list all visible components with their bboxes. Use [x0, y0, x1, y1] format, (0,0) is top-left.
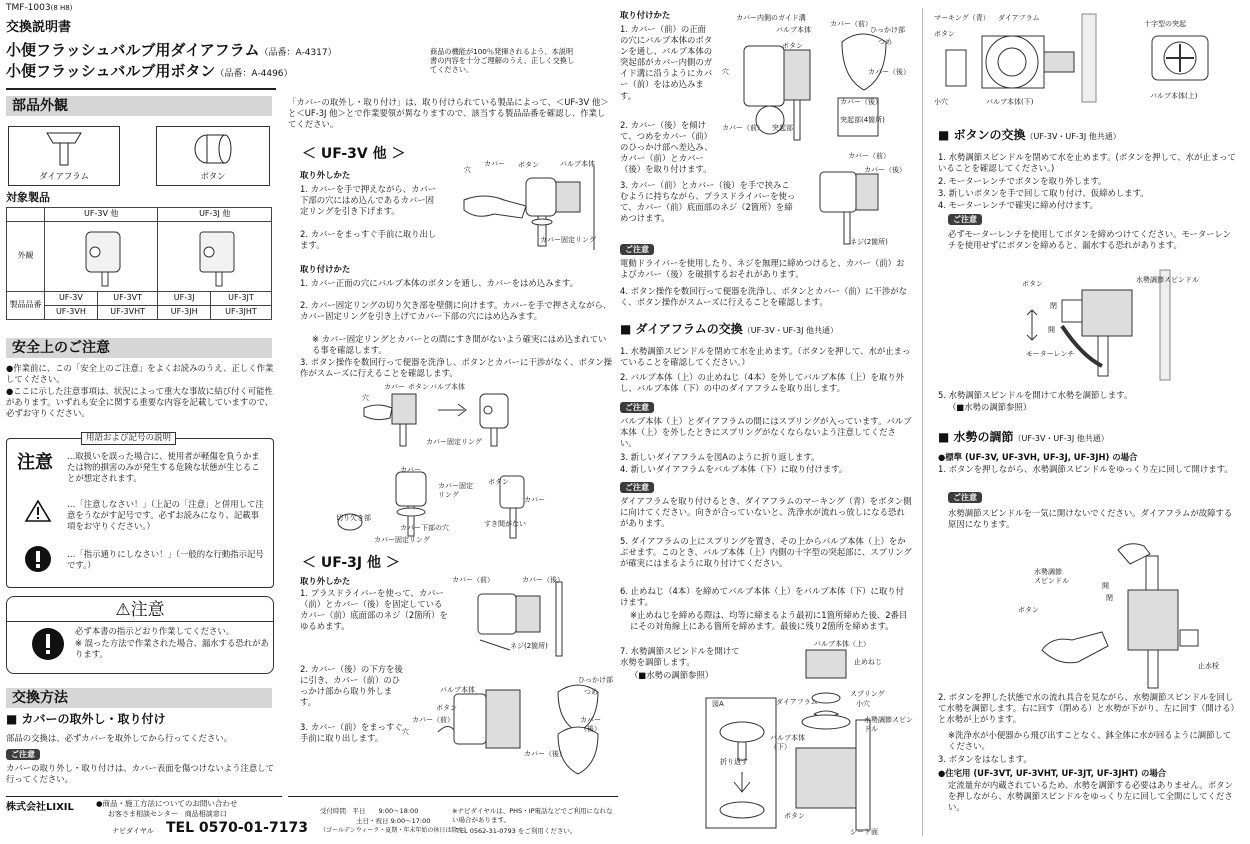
- caution-tag-wrap: [620, 244, 654, 255]
- uf3v-image: [45, 222, 158, 292]
- flow-step-2-note: ※洗浄水が小便器から飛び出すことなく、鉢全体に水が回るように調節してください。: [948, 730, 1232, 752]
- lbl-claw: つめ: [584, 688, 598, 696]
- lbl-button: ボタン: [518, 161, 539, 169]
- lbl-back: カバー（後）: [868, 68, 910, 76]
- method-heading: 交換方法: [6, 688, 272, 708]
- lbl-spring: スプリング: [850, 690, 885, 698]
- flow-step-1: 1. ボタンを押しながら、水勢調節スピンドルをゆっくり左に回して開けます。: [938, 464, 1233, 474]
- lbl-open: 開: [1048, 326, 1055, 334]
- model-cell: UF-3VT: [97, 292, 158, 306]
- lbl-figA: 図A: [712, 700, 724, 708]
- mandatory-circle-icon: [24, 545, 52, 573]
- navi-dial: ナビダイヤル: [112, 827, 154, 835]
- diaphragm-label: ダイアフラム: [39, 171, 89, 181]
- cover-caution-tag: [6, 749, 40, 760]
- safety-bullet-2: ●ここに示した注意事項は、状況によって重大な事故に結び付く可能性があります。いずれも安全に関する重要な内容を記載していますので、必ずお守りください。: [6, 386, 274, 419]
- button-box: [156, 126, 270, 186]
- uf3v-heading: ＜ UF-3V 他 ＞: [302, 146, 406, 162]
- lbl-valve: バルブ本体: [560, 160, 595, 168]
- btn-heading: ■ ボタンの交換（UF-3V・UF-3J 他共通）: [938, 128, 1121, 142]
- lbl-back: カバー（後）: [840, 98, 882, 106]
- dia-step-6: 6. 止めねじ（4本）を締めてバルブ本体（上）をバルブ本体（下）に取り付けます。: [620, 586, 904, 608]
- caution-box-title: ⚠注意: [115, 600, 165, 620]
- lbl-button: ボタン: [1018, 606, 1039, 614]
- button-wrench-illustration: [1022, 270, 1182, 380]
- lbl-valve: バルブ本体: [776, 26, 811, 34]
- lbl-cross: 十字型の突起: [1144, 20, 1186, 28]
- flow-caution: 水勢調節スピンドルを一気に開けないでください。ダイアフラムが故障する原因になります。: [948, 508, 1233, 530]
- lbl-vdown: バルブ本体(下): [986, 98, 1034, 106]
- model-cell: UF-3VHT: [97, 306, 158, 320]
- remove-heading: 取り外しかた: [300, 170, 351, 180]
- dia-caution-1: バルブ本体（上）とダイアフラムの間にはスプリングが入っています。バルブ本体（上）を外したときにスプリングがなくならないよう注意してください。: [620, 416, 912, 449]
- diaphragm-box: [8, 126, 120, 186]
- uf3v-remove-2: 2. カバーをまっすぐ手前に取り出します。: [300, 229, 437, 251]
- lbl-hole: 穴: [722, 68, 729, 76]
- btn-caution: 必ずモーターレンチを使用してボタンを締めつけてください。モーターレンチを使用せずにボタンを締めると、漏水する恐れがあります。: [948, 229, 1231, 251]
- caution-tag: ご注意: [620, 402, 654, 413]
- uf3j-remove-2: 2. カバー（後）の下方を後に引き、カバー（前）のひっかけ部から取り外します。: [300, 664, 403, 708]
- lbl-button: ボタン: [408, 383, 429, 391]
- doc-code: TMF-1003(8 H8): [6, 3, 73, 13]
- contact-center: お客さま相談センター 商品相談窓口: [108, 810, 227, 818]
- parts-heading: 部品外観: [6, 96, 272, 116]
- model-cell: UF-3VH: [45, 306, 98, 320]
- lbl-spindle: 水勢調節スピンドル: [864, 716, 913, 734]
- caution-box: [6, 596, 274, 674]
- uf3j-attach-4: 4. ボタン操作を数回行って便器を洗浄し、ボタンとカバー（前）に干渉がなく、ボタン操作がスムーズに行えることを確認します。: [620, 286, 908, 308]
- uf3j-heading: ＜ UF-3J 他 ＞: [302, 555, 400, 571]
- dia-step-1: 1. 水勢調節スピンドルを閉めて水を止めます。（ボタンを押して、水が止まっていることを確認してください。）: [620, 346, 911, 368]
- valve-top-illustration: [942, 14, 1102, 102]
- column-divider: [922, 8, 923, 836]
- cover-intro-2: 「カバーの取外し・取り付け」は、取り付けられている製品によって、＜UF-3V 他＞と＜UF-3J 他＞とで作業要領が異なりますので、該当する製品品番を確認し、作業してください。: [288, 97, 609, 130]
- company-name: 株式会社LIXIL: [6, 802, 74, 813]
- column-4: [926, 0, 1250, 844]
- lbl-button: ボタン: [1022, 280, 1043, 288]
- btn-step-5: 5. 水勢調節スピンドルを開けて水勢を調節します。: [938, 390, 1133, 400]
- lbl-valve: バルブ本体: [430, 383, 465, 391]
- dia-step-4: 4. 新しいダイアフラムをバルブ本体（下）に取り付けます。: [620, 464, 848, 474]
- caution-text-1: 必ず本書の指示どおり作業してください。: [75, 626, 235, 636]
- cover-heading: ■ カバーの取外し・取り付け: [6, 712, 166, 726]
- uf3v-attach-3: 3. ボタン操作を数回行って便器を洗浄し、ボタンとカバーに干渉がなく、ボタン操作がスムーズに行えることを確認します。: [300, 357, 612, 379]
- caution-text: 電動ドライバーを使用したり、ネジを無理に締めつけると、カバー（前）およびカバー（後）を破損するおそれがあります。: [620, 258, 905, 280]
- btn-step-5-note: （■水勢の調節参照）: [948, 402, 1032, 412]
- lbl-small: 小穴: [934, 98, 948, 106]
- column-2: [288, 0, 618, 844]
- lbl-ring: カバー固定リング: [540, 236, 596, 244]
- uf3j-remove-3: 3. カバー（前）をまっすぐ手前に取り出します。: [300, 722, 403, 744]
- caution-tag-wrap: [948, 214, 982, 225]
- lbl-wrench: モーターレンチ: [1026, 350, 1075, 358]
- footer-note-1: ※ナビダイヤルは、PHS・IP電話などでご利用になれない場合があります。: [452, 807, 613, 824]
- caution-tag: ご注意: [620, 482, 654, 493]
- dia-step-5: 5. ダイアフラムの上にスプリングを置き、その上からバルブ本体（上）をかぶせます。このとき、バルブ本体（上）内側の十字型の突起部に、スプリングが確実にはまるように取り付けてください。: [620, 536, 912, 569]
- lbl-hole: 穴: [362, 394, 369, 402]
- button-label: ボタン: [200, 171, 226, 181]
- chui-label: 注意: [17, 452, 53, 473]
- lbl-stopvalve: 止水栓: [1198, 662, 1219, 670]
- caution-text-2: ※ 誤った方法で作業された場合、漏水する恐れがあります。: [75, 638, 269, 660]
- valve-upper-illustration: [1136, 26, 1226, 92]
- cover-caution-text: カバーの取り外し・取り付けは、カバー表面を傷つけないよう注意して行ってください。: [6, 763, 274, 785]
- legend-title: 用語および記号の説明: [81, 432, 176, 445]
- lbl-front: カバー（前）: [722, 124, 764, 132]
- flow-step-3: 3. ボタンをはなします。: [938, 754, 1032, 764]
- doc-type: 交換説明書: [6, 20, 72, 35]
- attach-heading: 取り付けかた: [620, 10, 671, 20]
- flow-heading: ■ 水勢の調節（UF-3V・UF-3J 他共通）: [938, 430, 1109, 444]
- footer-rule: [6, 796, 282, 797]
- model-cell: UF-3JH: [158, 306, 210, 320]
- model-cell: UF-3V: [45, 292, 98, 306]
- btn-step-2: 2. モーターレンチでボタンを取り外します。: [938, 176, 1107, 186]
- attach-heading: 取り付けかた: [300, 264, 351, 274]
- lbl-back: カバー（後）: [522, 576, 564, 584]
- lbl-vup: バルブ本体(上): [1150, 92, 1198, 100]
- lbl-back: カバー（後）: [524, 750, 566, 758]
- title-button: 小便フラッシュバルブ用ボタン（品番：A-4496）: [6, 62, 293, 80]
- dia-heading: ■ ダイアフラムの交換（UF-3V・UF-3J 他共通）: [620, 322, 839, 336]
- lbl-button: ボタン: [782, 42, 803, 50]
- lbl-nogap: すき間がない: [484, 520, 526, 528]
- lbl-ring: カバー固定リング: [426, 438, 482, 446]
- flow-home: ●住宅用 (UF-3VT, UF-3VHT, UF-3JT, UF-3JHT) の場合: [938, 768, 1167, 778]
- contact-title: ●商品・施工方法についてのお問い合わせ: [96, 799, 238, 808]
- uf3v-attach-2: 2. カバー固定リングの切り欠き部を壁側に向けます。カバーを手で押さえながら、カバー固定リングを引き上げてカバー下部の穴にはめ込みます。: [300, 300, 612, 322]
- lbl-front: カバー（前）: [830, 20, 872, 28]
- lbl-open: 開: [1102, 582, 1109, 590]
- model-cell: UF-3JHT: [210, 306, 271, 320]
- legend-box: [6, 433, 274, 588]
- col-uf3v: UF-3V 他: [45, 208, 158, 222]
- hours-3: （ゴールデンウィーク・夏期・年末年始の休日は除く）: [320, 827, 470, 834]
- uf3v-attach-2-note: ※ カバー固定リングとカバーとの間にすき間がないよう確実にはめ込まれている事を確認します。: [312, 334, 607, 356]
- flow-standard: ●標準 (UF-3V, UF-3VH, UF-3J, UF-3JH) の場合: [938, 452, 1138, 462]
- lbl-screw: ネジ(2箇所): [510, 642, 548, 650]
- lbl-lower-hole: カバー下部の穴: [400, 524, 449, 532]
- warning-triangle-icon: [25, 499, 51, 523]
- lbl-close: 閉: [1050, 302, 1057, 310]
- uf3j-screw-attach-illustration: [800, 150, 910, 246]
- btn-step-1: 1. 水勢調節スピンドルを閉めて水を止めます。(ボタンを押して、水が止まっていることを確認してください。): [938, 152, 1236, 174]
- flow-step-2: 2. ボタンを押した状態で水の流れ具合を見ながら、水勢調節スピンドルを回して水勢を調節します。右に回す（閉める）と水勢が下がり、左に回す（開ける）と水勢が上がります。: [938, 692, 1235, 725]
- flow-home-text: 定流量弁が内蔵されているため、水勢を調節する必要はありません。ボタンを押しながら、水勢調節スピンドルをゆっくり左に回して全開にしてください。: [948, 780, 1233, 813]
- dia-step-7-note: （■水勢の調節参照）: [630, 670, 714, 680]
- btn-step-3: 3. 新しいボタンを手で回して取り付け、仮締めします。: [938, 188, 1149, 198]
- tel-number: TEL 0570-01-7173: [166, 820, 308, 836]
- lbl-cover: カバー: [400, 466, 421, 474]
- caution-tag: ご注意: [948, 214, 982, 225]
- safety-bullet-1: ●作業前に、この「安全上のご注意」をよくお読みのうえ、正しく作業してください。: [6, 363, 274, 385]
- lbl-cover: カバー: [384, 383, 405, 391]
- lbl-seat: シート面: [850, 828, 878, 836]
- hours-2: 土日・祝日 9:00〜17:00: [356, 817, 431, 825]
- cover-intro: 部品の交換は、必ずカバーを取外してから行ってください。: [6, 733, 233, 743]
- lbl-small: 小穴: [856, 700, 870, 708]
- lbl-vup: バルブ本体（上）: [814, 640, 870, 648]
- uf3j-attach-3: 3. カバー（前）とカバー（後）を手で挟みこむように持ちながら、プラスドライバーを使って、カバー（前）底面部のネジ（2箇所）を締めつけます。: [620, 180, 796, 224]
- dia-step-3: 3. 新しいダイアフラムを図Aのように折り返します。: [620, 452, 820, 462]
- lbl-spindle2: 水勢調節 スピンドル: [1034, 568, 1069, 586]
- target-table: [6, 207, 272, 320]
- title-rule: [6, 88, 276, 90]
- hours-1: 受付時間 平日 9:00〜18:00: [320, 807, 419, 815]
- remove-heading: 取り外しかた: [300, 576, 351, 586]
- lbl-front: カバー（前）: [452, 576, 494, 584]
- caution-tag-wrap: [948, 492, 982, 503]
- lbl-hook: ひっかけ部: [578, 676, 613, 684]
- target-heading: 対象製品: [6, 191, 50, 204]
- lbl-fold: 折り返す: [720, 758, 748, 766]
- caution-tag: ご注意: [620, 244, 654, 255]
- chui-text: …取扱いを誤った場合に、使用者が軽傷を負うかまたは物的損害のみが発生する危険な状態が生じることが想定されます。: [67, 451, 260, 484]
- uf3j-image: [158, 222, 272, 292]
- caution-tag: ご注意: [948, 492, 982, 503]
- button-icon: [157, 127, 269, 171]
- lbl-hole: 穴: [402, 728, 409, 736]
- dia-step-2: 2. バルブ本体（上）の止めねじ（4本）を外してバルブ本体（上）を取り外し、バルブ本体（下）の中のダイアフラムを取り出します。: [620, 372, 904, 394]
- dia-step-6-note: ※止めねじを締める際は、均等に締まるよう最初に1箇所締めた後、2番目にその対角線上にある箇所を締めます。最後に残り2箇所を締めます。: [630, 610, 908, 632]
- lbl-claw: つめ: [878, 38, 892, 46]
- caution-tag: ご注意: [6, 749, 40, 760]
- lbl-front: カバー（前）: [848, 152, 890, 160]
- uf3j-remove-1: 1. プラスドライバーを使って、カバー（前）とカバー（後）を固定しているカバー（前）底面部のネジ（2箇所）をゆるめます。: [300, 588, 448, 632]
- row-appearance: 外観: [7, 222, 45, 292]
- triangle-text: …「注意しなさい！」（上記の「注意」と併用して注意をうながす記号です。必ずお読みになり、記載事項をお守りください。）: [67, 499, 264, 532]
- caution-divider: [7, 621, 273, 622]
- lbl-screw: ネジ(2箇所): [850, 238, 888, 246]
- lbl-cover: カバー: [484, 160, 505, 168]
- uf3j-attach-2: 2. カバー（後）を傾けて、つめをカバー（前）のひっかけ部へ差込み、カバー（前）とカバー（後）を取り付けます。: [620, 120, 713, 175]
- lbl-back: カバー（後）: [864, 166, 906, 174]
- btn-step-4: 4. モーターレンチで確実に締め付けます。: [938, 200, 1099, 210]
- title-diaphragm: 小便フラッシュバルブ用ダイアフラム（品番：A-4317）: [6, 41, 337, 59]
- valve-uf3v-icon: [46, 226, 156, 288]
- lbl-guide: カバー内側のガイド溝: [736, 14, 806, 22]
- circle-text: …「指示通りにしなさい！」（一般的な行動指示記号です。）: [67, 549, 264, 571]
- uf3v-attach-1: 1. カバー正面の穴にバルブ本体のボタンを通し、カバーをはめ込みます。: [300, 278, 578, 288]
- lbl-front: カバー（前）: [412, 716, 454, 724]
- lbl-close: 閉: [1106, 594, 1113, 602]
- lbl-ring: カバー固定リング: [374, 536, 430, 544]
- lbl-hole: 穴: [464, 166, 471, 174]
- lbl-ring: カバー固定リング: [438, 482, 473, 500]
- diaphragm-icon: [9, 127, 119, 171]
- caution-tag-wrap: [620, 482, 654, 493]
- lbl-cover: カバー: [524, 496, 545, 504]
- safety-heading: 安全上のご注意: [6, 338, 272, 358]
- lbl-cut: 切り欠き部: [336, 514, 371, 522]
- uf3j-attach-1: 1. カバー（前）の正面の穴にバルブ本体のボタンを通し、バルブ本体の突起部がカバー内側のガイド溝に沿うようにカバー（前）をはめ込みます。: [620, 24, 713, 101]
- lbl-button: ボタン: [784, 812, 805, 820]
- lbl-button: ボタン: [488, 478, 509, 486]
- lbl-stopscrew: 止めねじ: [854, 658, 882, 666]
- valve-uf3j-icon: [160, 226, 270, 288]
- lbl-button: ボタン: [436, 704, 457, 712]
- lbl-dia: ダイアフラム: [998, 14, 1040, 22]
- lbl-back: カバー（後）: [580, 716, 601, 734]
- model-cell: UF-3JT: [210, 292, 271, 306]
- lbl-vdown: バルブ本体（下）: [770, 734, 805, 752]
- caution-tag-wrap: [620, 402, 654, 413]
- column-3: [620, 0, 920, 844]
- lbl-mark: マーキング（青）: [934, 14, 990, 22]
- row-models: 製品品番: [7, 292, 45, 320]
- dia-step-7: 7. 水勢調節スピンドルを開けて水勢を調節します。: [620, 646, 740, 668]
- lbl-proj: 突起部: [772, 124, 793, 132]
- dia-caution-2: ダイアフラムを取り付けるとき、ダイアフラムのマーキング（青）をボタン側に向けてください。向きが合っていないと、洗浄水が流れっ放しになる恐れがあります。: [620, 496, 912, 529]
- col-uf3j: UF-3J 他: [158, 208, 272, 222]
- header-note: 商品の機能が100％発揮されるよう、本説明書の内容を十分ご理解のうえ、正しく交換してください。: [430, 47, 575, 74]
- lbl-proj4: 突起部(4箇所): [840, 116, 885, 124]
- lbl-button: ボタン: [934, 30, 955, 38]
- mandatory-circle-icon: [31, 627, 65, 661]
- lbl-hook: ひっかけ部: [870, 26, 905, 34]
- lbl-spindle: 水勢調節スピンドル: [1136, 276, 1199, 284]
- footer-note-2: TEL 0562-31-0793 をご利用ください。: [456, 827, 577, 835]
- uf3v-remove-1: 1. カバーを手で押えながら、カバー下部の穴にはめ込んであるカバー固定リングを引き下げます。: [300, 184, 437, 217]
- lbl-dia: ダイアフラム: [776, 698, 818, 706]
- lbl-valve: バルブ本体: [440, 686, 475, 694]
- model-cell: UF-3J: [158, 292, 210, 306]
